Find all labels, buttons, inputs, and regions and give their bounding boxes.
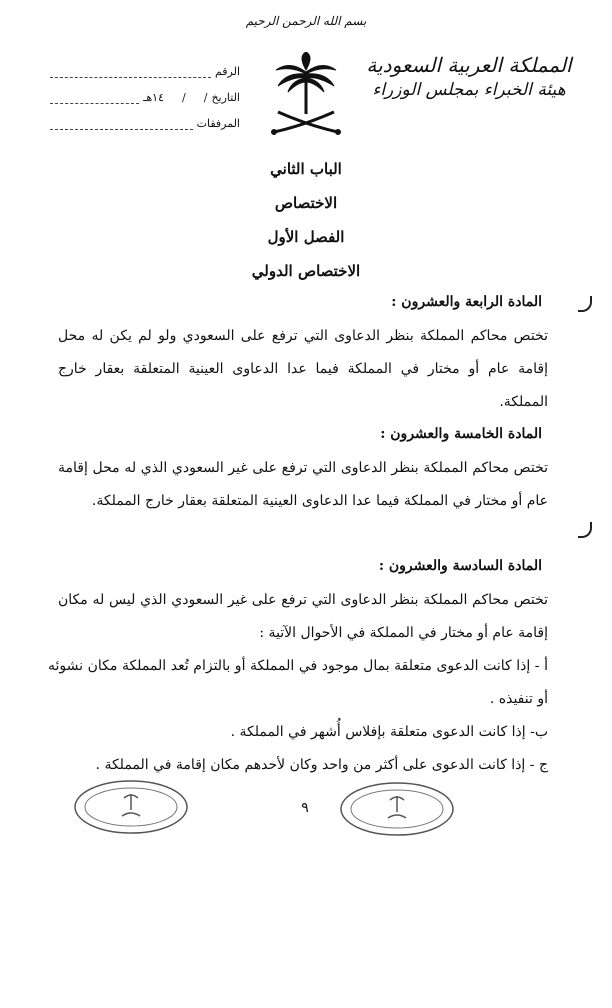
date-line (50, 91, 139, 104)
chapter-title: الاختصاص الدولي (251, 262, 361, 280)
country-name: المملكة العربية السعودية (366, 53, 572, 77)
attachments-line (50, 117, 193, 130)
official-seal-icon (338, 780, 456, 838)
margin-mark (578, 522, 592, 538)
letterhead-fields (50, 52, 240, 130)
list-item: أ - إذا كانت الدعوى متعلقة بمال موجود في المملكة أو بالتزام تُعد المملكة مكان نشوئه أو تنفيذه . (48, 658, 548, 707)
article-title: المادة الخامسة والعشرون : (380, 426, 542, 442)
article-title: المادة السادسة والعشرون : (378, 558, 542, 574)
reference-label: الرقم (214, 65, 240, 78)
article-text: تختص محاكم المملكة بنظر الدعاوى التي ترفع على غير السعودي الذي ليس له مكان إقامة عام أو مختار في المملكة في الأحوال الآتية : (58, 592, 548, 641)
official-seal-icon (72, 778, 190, 836)
list-item: ب- إذا كانت الدعوى متعلقة بإفلاس أُشهر في المملكة . (230, 724, 548, 740)
letterhead-organization (344, 52, 594, 102)
part-title: الاختصاص (274, 194, 338, 212)
attachments-label: المرفقات (196, 117, 240, 130)
reference-line (50, 65, 211, 78)
date-slash: / (203, 91, 208, 104)
part-heading: الباب الثاني (270, 160, 342, 178)
date-year-suffix: ١٤هـ (143, 91, 164, 104)
agency-name: هيئة الخبراء بمجلس الوزراء (372, 80, 566, 100)
article-text: تختص محاكم المملكة بنظر الدعاوى التي ترفع على غير السعودي الذي له محل إقامة عام أو مختار في المملكة فيما عدا الدعاوى العينية المتعلقة بعقار خارج المملكة. (58, 460, 548, 509)
article-text: تختص محاكم المملكة بنظر الدعاوى التي ترفع على السعودي ولو لم يكن له محل إقامة عام أو مختار في المملكة فيما عدا الدعاوى العينية المتعلقة بعقار خارج المملكة. (58, 328, 548, 410)
list-item: ج - إذا كانت الدعوى على أكثر من واحد وكان لأحدهم مكان إقامة في المملكة . (95, 757, 548, 773)
date-slash: / (182, 91, 186, 104)
reference-row (50, 52, 240, 78)
page-number: ٩ (301, 800, 309, 816)
palm-swords-emblem-icon (268, 52, 344, 142)
basmala: بسم الله الرحمن الرحيم (245, 14, 367, 28)
date-parts (143, 91, 207, 104)
article-title: المادة الرابعة والعشرون : (391, 294, 542, 310)
chapter-heading: الفصل الأول (267, 228, 345, 246)
margin-mark (578, 296, 592, 312)
date-label: التاريخ (211, 91, 240, 104)
date-row (50, 78, 240, 104)
attachments-row (50, 104, 240, 130)
